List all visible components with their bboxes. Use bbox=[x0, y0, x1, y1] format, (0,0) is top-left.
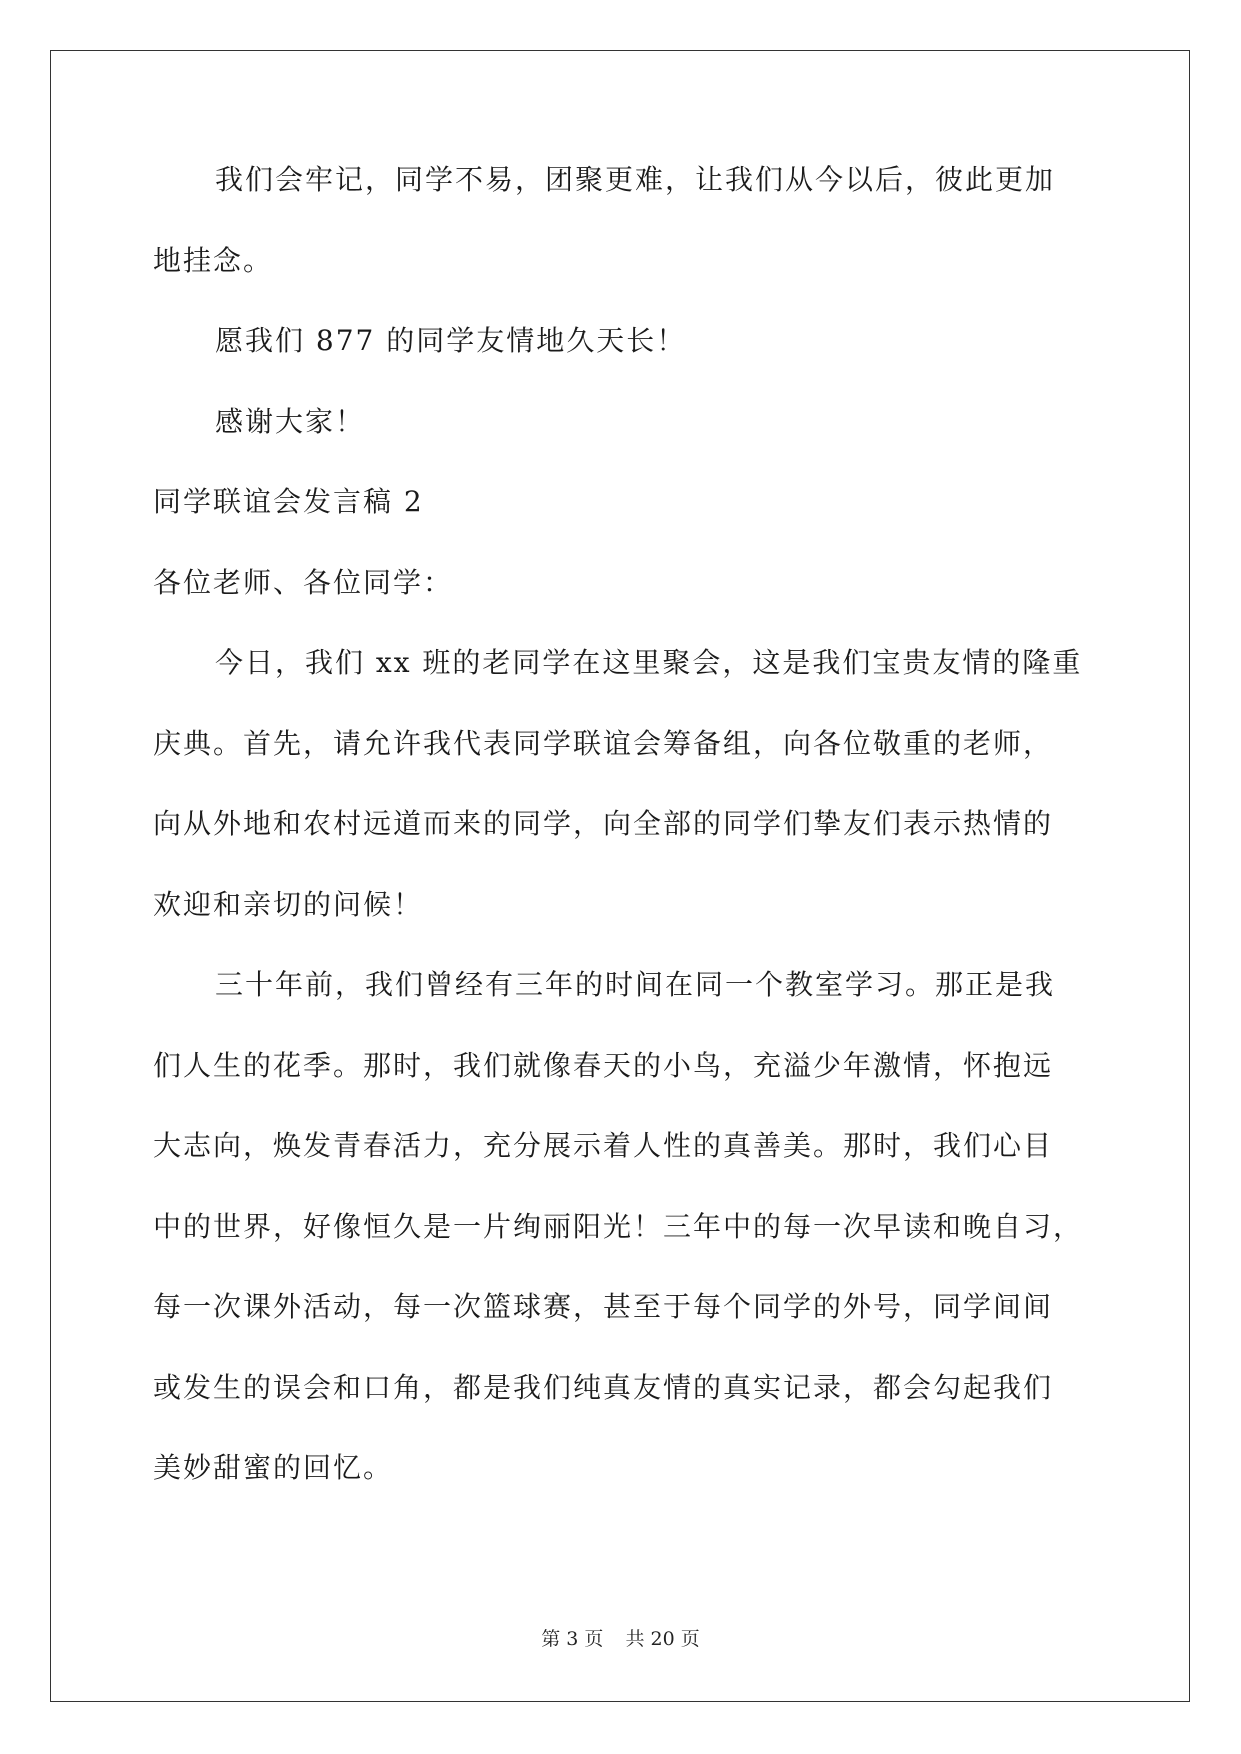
document-body bbox=[153, 157, 1113, 1526]
page-footer bbox=[0, 1626, 1241, 1652]
paragraph-line: 向从外地和农村远道而来的同学，向全部的同学们挚友们表示热情的 bbox=[153, 807, 1054, 840]
paragraph-line: 三十年前，我们曾经有三年的时间在同一个教室学习。那正是我 bbox=[215, 968, 1056, 1001]
paragraph-line: 愿我们 877 的同学友情地久天长！ bbox=[215, 324, 687, 357]
paragraph-line: 今日，我们 xx 班的老同学在这里聚会，这是我们宝贵友情的隆重 bbox=[215, 646, 1083, 679]
paragraph-line: 我们会牢记，同学不易，团聚更难，让我们从今以后，彼此更加 bbox=[215, 163, 1056, 196]
salutation: 各位老师、各位同学： bbox=[153, 565, 454, 599]
paragraph-line: 中的世界，好像恒久是一片绚丽阳光！三年中的每一次早读和晚自习， bbox=[153, 1209, 1084, 1243]
paragraph-line: 或发生的误会和口角，都是我们纯真友情的真实记录，都会勾起我们 bbox=[153, 1370, 1054, 1404]
paragraph-line: 庆典。首先，请允许我代表同学联谊会筹备组，向各位敬重的老师， bbox=[153, 726, 1054, 760]
section-heading: 同学联谊会发言稿 2 bbox=[153, 485, 424, 518]
page-number-current: 第 3 页 bbox=[541, 1628, 604, 1650]
paragraph-line: 欢迎和亲切的问候！ bbox=[153, 887, 424, 921]
paragraph-line: 每一次课外活动，每一次篮球赛，甚至于每个同学的外号，同学间间 bbox=[153, 1290, 1054, 1323]
paragraph-line: 地挂念。 bbox=[153, 243, 274, 277]
paragraph-line: 大志向，焕发青春活力，充分展示着人性的真善美。那时，我们心目 bbox=[153, 1129, 1054, 1162]
paragraph-line: 美妙甜蜜的回忆。 bbox=[153, 1451, 394, 1484]
paragraph-line: 感谢大家！ bbox=[215, 404, 366, 438]
paragraph-line: 们人生的花季。那时，我们就像春天的小鸟，充溢少年激情，怀抱远 bbox=[153, 1048, 1054, 1082]
page-number-total: 共 20 页 bbox=[625, 1628, 700, 1650]
